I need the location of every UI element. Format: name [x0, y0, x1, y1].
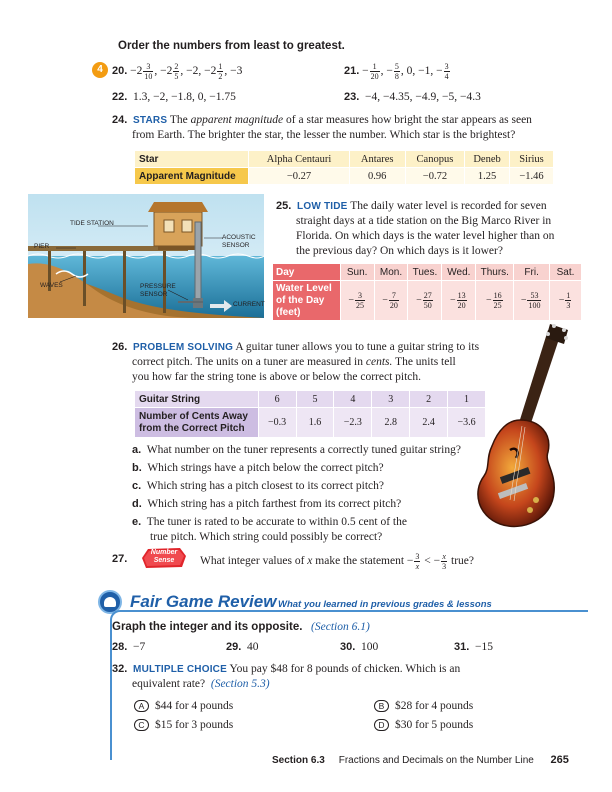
- label-waves: WAVES: [40, 282, 63, 289]
- graph-instructions: Graph the integer and its opposite. (Section 6.1): [112, 621, 370, 633]
- day-header: Day: [273, 264, 341, 281]
- star-name: Deneb: [465, 151, 510, 168]
- difficulty-badge: 4: [92, 62, 108, 78]
- exercise-24-line1: 24. STARS The apparent magnitude of a star measures how bright the star appears as seen: [112, 114, 532, 126]
- magnitude-value: 1.25: [465, 168, 510, 185]
- cents-value: 2.4: [410, 408, 448, 438]
- water-level-value: − $\frac{3}{25}$: [340, 281, 374, 321]
- exercise-26-line3: you how far the string tone is above or below the correct pitch.: [132, 371, 422, 383]
- question-26a: a. What number on the tuner represents a correctly tuned guitar string?: [132, 444, 461, 456]
- exercise-20: 20. −2 $\frac{3}{10}$ , −2 $\frac{2}{5}$ , −2, −2 $\frac{1}{2}$ , −3: [112, 62, 243, 81]
- guitar-string-header: Guitar String: [135, 391, 259, 408]
- string-number: 2: [410, 391, 448, 408]
- cents-value: 2.8: [372, 408, 410, 438]
- water-level-value: − $\frac{53}{100}$: [514, 281, 550, 321]
- water-level-value: − $\frac{1}{3}$: [550, 281, 582, 321]
- magnitude-value: −1.46: [510, 168, 554, 185]
- tide-table: [272, 263, 582, 321]
- star-name: Antares: [349, 151, 405, 168]
- exercise-25-line2: straight days at a tide station on the Big Marco River in: [296, 215, 552, 227]
- footer: [272, 754, 569, 766]
- day-cell: Tues.: [408, 264, 442, 281]
- cents-value: −2.3: [334, 408, 372, 438]
- choice-d[interactable]: D $30 for 5 pounds: [374, 718, 473, 733]
- water-level-value: − $\frac{16}{25}$: [476, 281, 514, 321]
- guitar-illustration: [470, 322, 582, 534]
- exercise-22: 22. 1.3, −2, −1.8, 0, −1.75: [112, 91, 236, 103]
- water-level-value: − $\frac{27}{50}$: [408, 281, 442, 321]
- exercise-31: 31. −15: [454, 641, 494, 653]
- exercise-25-line3: Florida. On which days is the water level higher than on: [296, 230, 555, 242]
- day-cell: Sun.: [340, 264, 374, 281]
- string-number: 5: [296, 391, 334, 408]
- string-number: 1: [448, 391, 486, 408]
- label-pressure: PRESSURE: [140, 283, 176, 290]
- stars-header: Star: [135, 151, 249, 168]
- cents-label: Number of Cents Away from the Correct Pitch: [135, 408, 259, 438]
- label-acoustic-sensor: SENSOR: [222, 242, 250, 249]
- exercise-32-line1: 32. MULTIPLE CHOICE You pay $48 for 8 pounds of chicken. Which is an: [112, 663, 461, 675]
- fair-game-title: Fair Game Review: [130, 592, 277, 611]
- exercise-21: 21. − $\frac{1}{20}$ , − $\frac{5}{8}$ , 0, −1, − $\frac{3}{4}$: [344, 62, 449, 81]
- string-number: 3: [372, 391, 410, 408]
- label-pressure-sensor: SENSOR: [140, 291, 168, 298]
- water-level-value: − $\frac{13}{20}$: [442, 281, 476, 321]
- question-26e: e. The tuner is rated to be accurate to within 0.5 cent of the: [132, 516, 407, 528]
- day-cell: Sat.: [550, 264, 582, 281]
- string-number: 4: [334, 391, 372, 408]
- magnitude-value: 0.96: [349, 168, 405, 185]
- magnitude-value: −0.27: [249, 168, 349, 185]
- star-name: Alpha Centauri: [249, 151, 349, 168]
- question-26c: c. Which string has a pitch closest to its correct pitch?: [132, 480, 385, 492]
- number-sense-badge: Number Sense: [140, 546, 188, 570]
- question-26d: d. Which string has a pitch farthest from its correct pitch?: [132, 498, 402, 510]
- question-26e-cont: true pitch. Which string could possibly be correct?: [150, 531, 383, 543]
- label-tide-station: TIDE STATION: [70, 220, 114, 227]
- stars-table: [134, 150, 554, 185]
- guitar-table: [134, 390, 486, 438]
- label-current: CURRENT: [233, 301, 265, 308]
- page-number: 265: [550, 754, 569, 766]
- magnitude-label: Apparent Magnitude: [135, 168, 249, 185]
- choice-a[interactable]: A $44 for 4 pounds: [134, 699, 233, 714]
- cents-value: −3.6: [448, 408, 486, 438]
- exercise-32-line2: equivalent rate? (Section 5.3): [132, 678, 270, 690]
- exercise-27-number: 27.: [112, 553, 128, 565]
- footer-title: Fractions and Decimals on the Number Line: [338, 755, 534, 766]
- day-cell: Thurs.: [476, 264, 514, 281]
- water-level-value: − $\frac{7}{20}$: [374, 281, 408, 321]
- day-cell: Fri.: [514, 264, 550, 281]
- tide-station-illustration: [28, 194, 264, 318]
- footer-section: Section 6.3: [272, 755, 325, 766]
- string-number: 6: [258, 391, 296, 408]
- exercise-29: 29. 40: [226, 641, 259, 653]
- day-cell: Mon.: [374, 264, 408, 281]
- choice-b[interactable]: B $28 for 4 pounds: [374, 699, 473, 714]
- star-name: Canopus: [405, 151, 464, 168]
- magnitude-value: −0.72: [405, 168, 464, 185]
- cents-value: −0.3: [258, 408, 296, 438]
- fair-game-subtitle: What you learned in previous grades & lessons: [278, 599, 492, 610]
- exercise-25-line4: the previous day? On which days is it lower?: [296, 245, 503, 257]
- water-level-label: Water Level of the Day (feet): [273, 281, 341, 321]
- instructions: Order the numbers from least to greatest.: [118, 40, 345, 52]
- day-cell: Wed.: [442, 264, 476, 281]
- exercise-26-line1: 26. PROBLEM SOLVING A guitar tuner allows you to tune a guitar string to its: [112, 341, 480, 353]
- exercise-28: 28. −7: [112, 641, 146, 653]
- exercise-27-text: What integer values of x make the statement − $\frac{3}{x}$ < − $\frac{x}{3}$ true?: [200, 552, 475, 571]
- choice-c[interactable]: C $15 for 3 pounds: [134, 718, 233, 733]
- star-name: Sirius: [510, 151, 554, 168]
- exercise-24-line2: from Earth. The brighter the star, the lesser the number. Which star is the brightest?: [132, 129, 516, 141]
- question-26b: b. Which strings have a pitch below the correct pitch?: [132, 462, 384, 474]
- exercise-30: 30. 100: [340, 641, 379, 653]
- cents-value: 1.6: [296, 408, 334, 438]
- label-pier: PIER: [34, 243, 50, 250]
- exercise-25-line1: 25. LOW TIDE The daily water level is recorded for seven: [276, 200, 547, 212]
- exercise-23: 23. −4, −4.35, −4.9, −5, −4.3: [344, 91, 481, 103]
- label-acoustic: ACOUSTIC: [222, 234, 256, 241]
- exercise-26-line2: correct pitch. The units on a tuner are measured in cents. The units tell: [132, 356, 456, 368]
